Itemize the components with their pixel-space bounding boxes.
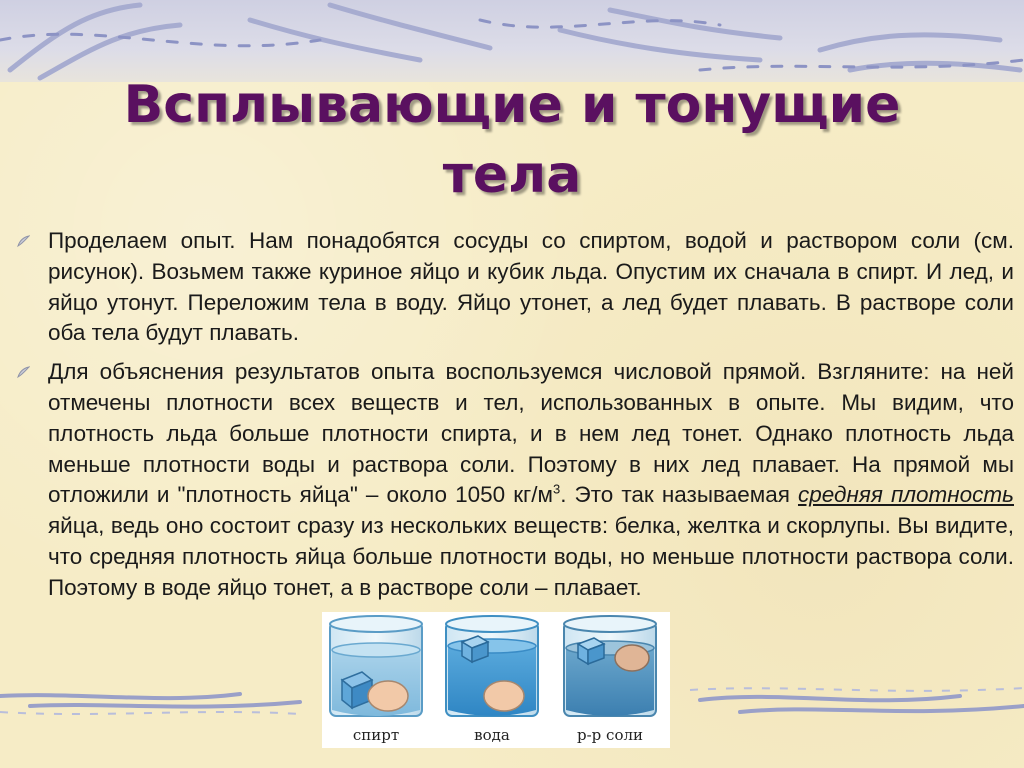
paragraph-2-part-1: Для объяснения результатов опыта воспользуемся числовой прямой. Взгляните: на ней отмечены плотности всех веществ и тел, использованных в опыте. Мы видим, что плотность льда больше плотности спирта, и в нем лед тонет. Однако плотность льда меньше плотности воды и раствора соли. Поэтому в них лед плавает. На прямой мы отложили и "плотность яйца" – около 1050 кг/м <box>48 359 1014 508</box>
beaker-water <box>446 616 538 744</box>
caption-salt-solution: р-р соли <box>577 726 643 744</box>
beakers-figure <box>322 612 670 748</box>
caption-water: вода <box>474 726 510 744</box>
egg-icon <box>484 681 524 711</box>
slide-title <box>0 70 1024 210</box>
title-line-1: Всплывающие и тонущие <box>123 75 901 135</box>
slide-body <box>14 226 1014 612</box>
caption-alcohol: спирт <box>352 726 400 744</box>
egg-icon <box>368 681 408 711</box>
unit-superscript: 3 <box>552 481 561 497</box>
ice-cube-icon <box>578 638 604 664</box>
average-density-term: средняя плотность <box>797 482 1014 508</box>
beaker-alcohol <box>330 616 422 744</box>
paragraph-explanation <box>14 357 1014 603</box>
ice-cube-icon <box>342 672 372 708</box>
title-line-2: тела <box>442 145 582 205</box>
paragraph-experiment <box>14 226 1014 349</box>
paragraph-2-part-4-hidden: е соли – плавает. <box>460 574 642 600</box>
paragraph-1-text: Проделаем опыт. Нам понадобятся сосуды со спиртом, водой и раствором соли (см. рисунок). Возьмем также куриное яйцо и кубик льда. Опустим их сначала в спирт. И лед, и яйцо утонут. Переложим тела в воду. Яйцо утонет, а лед будет плавать. В растворе соли оба тела будут плавать. <box>48 228 1014 346</box>
egg-icon <box>615 645 649 671</box>
bullet-leaf-icon <box>16 365 30 379</box>
bullet-leaf-icon <box>16 234 30 248</box>
ice-cube-icon <box>462 636 488 662</box>
paragraph-2-part-3: яйца, ведь оно состоит сразу из нескольких веществ: белка, желтка и скорлупы. Вы видите, что средняя плотность яйца больше плотности воды, но меньше плотности раствора соли. Поэтому в воде яйцо тонет, а в раствор <box>48 513 1014 600</box>
beaker-salt-solution <box>564 616 656 744</box>
paragraph-2-part-2: . Это так называемая <box>560 482 798 508</box>
